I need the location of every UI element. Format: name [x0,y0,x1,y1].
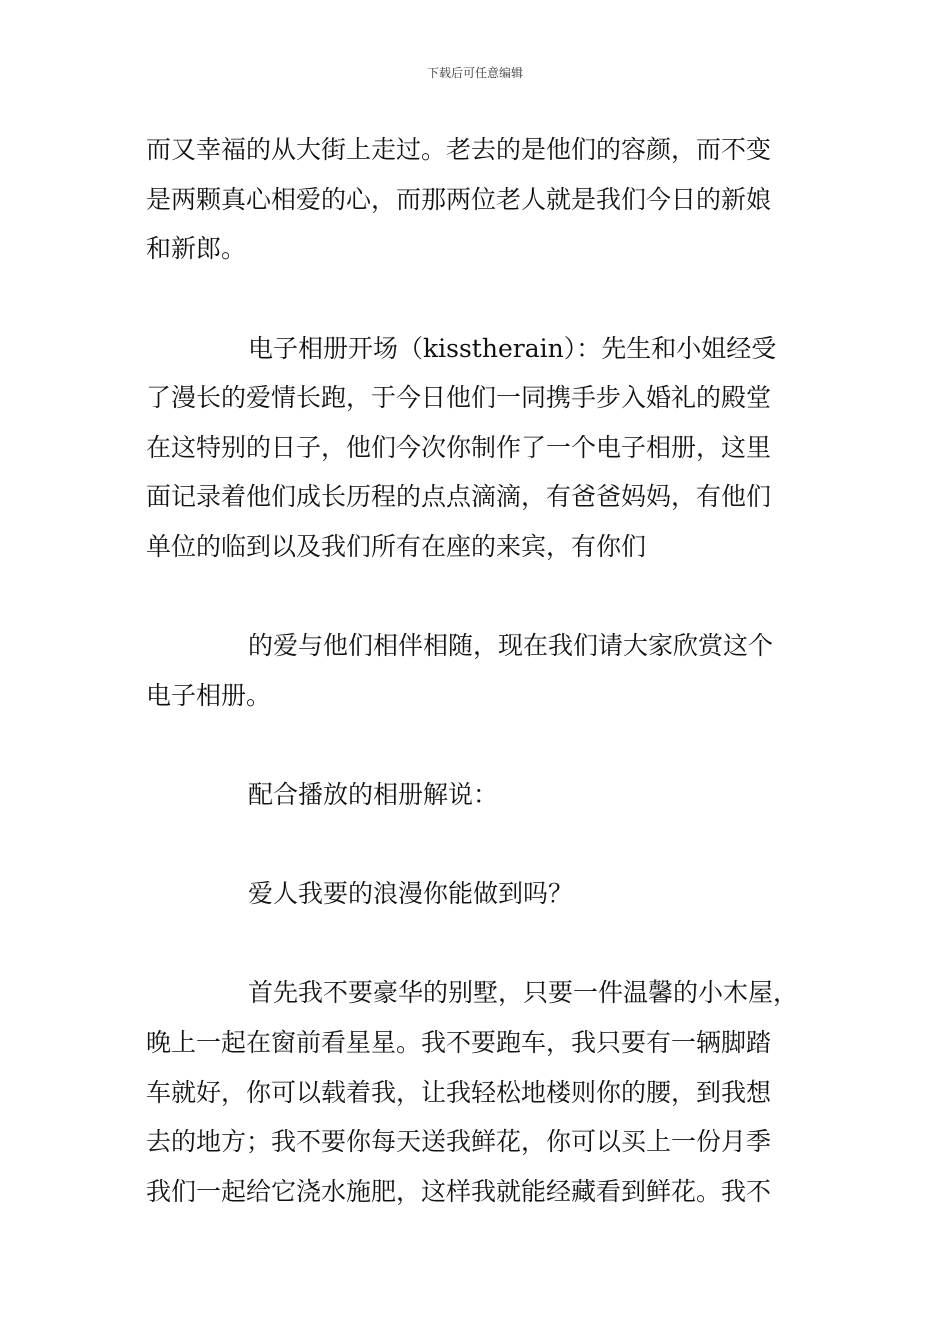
text-line: 车就好，你可以载着我，让我轻松地楼则你的腰，到我想 [146,1078,772,1107]
page-header: 下载后可任意编辑 [426,66,523,80]
text-line: 了漫长的爱情长跑，于今日他们一同携手步入婚礼的殿堂 [146,383,772,412]
text-line: 配合播放的相册解说： [248,780,499,809]
text-line: 在这特别的日子，他们今次你制作了一个电子相册，这里 [146,433,772,462]
text-line: 晚上一起在窗前看星星。我不要跑车，我只要有一辆脚踏 [146,1028,772,1057]
text-line: 而又幸福的从大街上走过。老去的是他们的容颜，而不变 [146,135,772,164]
text-line: 首先我不要豪华的别墅，只要一件温馨的小木屋， [248,978,799,1007]
text-line: 我们一起给它浇水施肥，这样我就能经藏看到鲜花。我不 [146,1177,772,1206]
text-line: 去的地方；我不要你每天送我鲜花，你可以买上一份月季 [146,1127,772,1156]
text-line: 的爱与他们相伴相随，现在我们请大家欣赏这个 [248,631,774,660]
text-line: 电子相册。 [146,681,272,710]
text-line: 电子相册开场（kisstherain）：先生和小姐经受 [248,334,777,363]
text-line: 面记录着他们成长历程的点点滴滴，有爸爸妈妈，有他们 [146,482,772,511]
text-line: 单位的临到以及我们所有在座的来宾，有你们 [146,532,647,561]
text-line: 和新郎。 [146,234,247,263]
text-line: 是两颗真心相爱的心，而那两位老人就是我们今日的新娘 [146,185,772,214]
text-line: 爱人我要的浪漫你能做到吗？ [248,879,574,908]
